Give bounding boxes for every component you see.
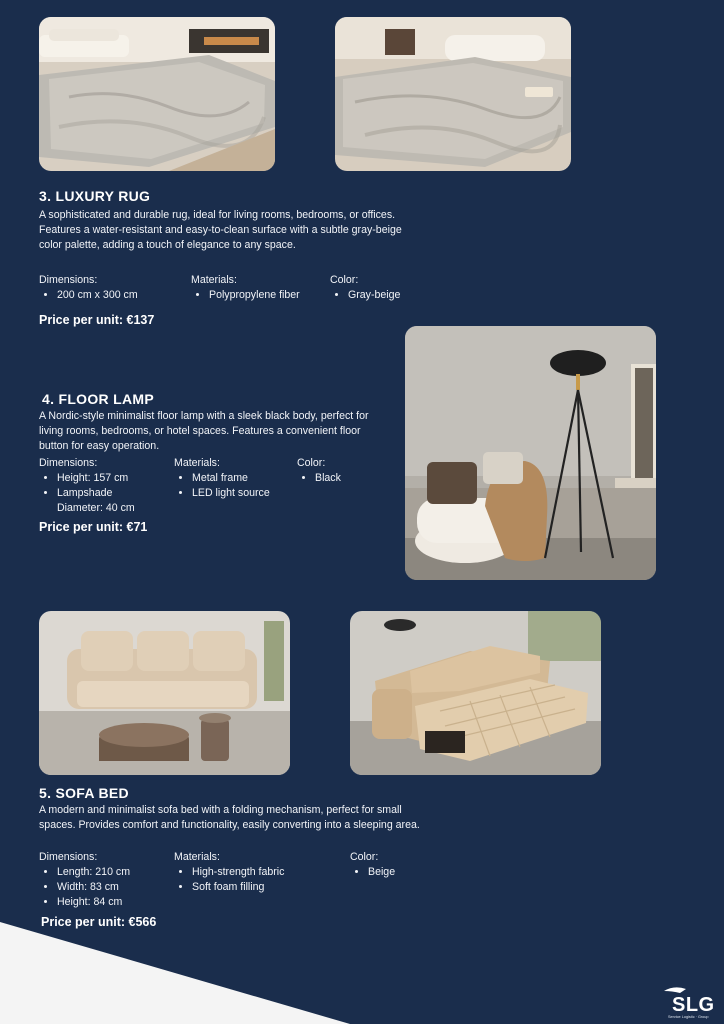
rug-photo-living-room: [39, 17, 275, 171]
dimensions-label: Dimensions:: [39, 457, 98, 469]
dimensions-column: [39, 456, 169, 516]
list-item: • Height: 157 cm: [57, 471, 169, 486]
sofa-bed-photo-unfolded: [350, 611, 601, 775]
color-column: [330, 273, 430, 303]
color-label: Color:: [350, 851, 379, 863]
color-column: [350, 850, 430, 880]
materials-column: [174, 456, 294, 501]
product-title: 5. SOFA BED: [39, 785, 129, 801]
product-description: A Nordic-style minimalist floor lamp with a sleek black body, perfect for living rooms, bedrooms, or hotel spaces. Features a convenient floor button for easy operation.: [39, 410, 369, 452]
product-title: 3. LUXURY RUG: [39, 188, 151, 204]
materials-column: [174, 850, 324, 895]
list-item: • Height: 84 cm: [57, 895, 169, 910]
product-price: Price per unit: €71: [39, 520, 148, 534]
list-item: • 200 cm x 300 cm: [57, 288, 179, 303]
list-item: • LED light source: [192, 486, 294, 501]
dimensions-column: [39, 850, 169, 910]
dimensions-label: Dimensions:: [39, 274, 98, 286]
color-label: Color:: [330, 274, 359, 286]
color-label: Color:: [297, 457, 326, 469]
list-item: • Width: 83 cm: [57, 880, 169, 895]
list-item: • Length: 210 cm: [57, 865, 169, 880]
floor-lamp-photo: [405, 326, 656, 580]
materials-label: Materials:: [174, 851, 220, 863]
logo-tagline: Service Logistic · Group: [668, 1015, 709, 1019]
rug-photo-lounge: [335, 17, 571, 171]
dimensions-column: [39, 273, 179, 303]
product-description: A modern and minimalist sofa bed with a folding mechanism, perfect for small spaces. Provides comfort and functionality, easily converting into a sleeping area.: [39, 804, 420, 831]
product-price: Price per unit: €566: [41, 915, 157, 929]
materials-column: [191, 273, 326, 303]
sofa-bed-photo-folded: [39, 611, 290, 775]
materials-label: Materials:: [174, 457, 220, 469]
list-item: • Metal frame: [192, 471, 294, 486]
list-item: • Soft foam filling: [192, 880, 324, 895]
product-price: Price per unit: €137: [39, 313, 155, 327]
product-description: A sophisticated and durable rug, ideal for living rooms, bedrooms, or offices. Features a water-resistant and easy-to-clean surface with a subtle gray-beige color palette, adding a touch of elegance to any space.: [39, 209, 402, 251]
list-item: • Black: [315, 471, 377, 486]
list-item: • Polypropylene fiber: [209, 288, 326, 303]
list-item: • Gray-beige: [348, 288, 430, 303]
materials-label: Materials:: [191, 274, 237, 286]
logo-text: SLG: [672, 994, 715, 1016]
list-item: • High-strength fabric: [192, 865, 324, 880]
product-title: 4. FLOOR LAMP: [42, 391, 155, 407]
list-item: • Lampshade Diameter: 40 cm: [57, 486, 152, 516]
color-column: [297, 456, 377, 486]
list-item: • Beige: [368, 865, 430, 880]
dimensions-label: Dimensions:: [39, 851, 98, 863]
